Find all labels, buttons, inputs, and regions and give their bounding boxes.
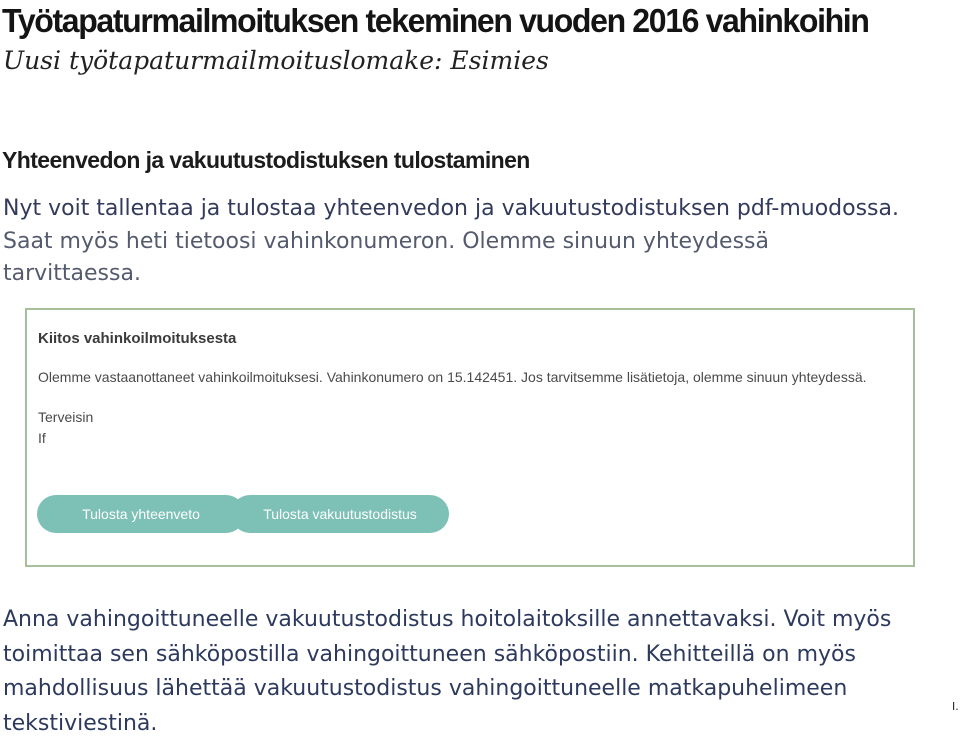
greeting-text: Terveisin [38,407,93,428]
intro-line: tarvittaessa. [3,258,883,291]
closing-line: tekstiviestinä. [3,707,891,741]
page-marker: I. [952,700,959,713]
intro-line: Nyt voit tallentaa ja tulostaa yhteenvedon ja vakuutustodistuksen pdf-muodossa. [3,193,883,226]
page-subtitle: Uusi työtapaturmailmoituslomake: Esimies [3,44,549,78]
closing-line: mahdollisuus lähettää vakuutustodistus vahingoittuneelle matkapuhelimeen [3,672,891,707]
intro-paragraph [3,193,883,291]
intro-line: Saat myös heti tietoosi vahinkonumeron. Olemme sinuun yhteydessä [3,226,883,259]
confirmation-heading: Kiitos vahinkoilmoituksesta [38,330,236,347]
closing-line: Anna vahingoittuneelle vakuutustodistus hoitolaitoksille annettavaksi. Voit myös [3,603,891,638]
closing-line: toimittaa sen sähköpostilla vahingoittuneen sähköpostiin. Kehitteillä on myös [3,638,891,673]
page-title: Työtapaturmailmoituksen tekeminen vuoden 2016 vahinkoihin [2,0,869,42]
print-summary-button[interactable]: Tulosta yhteenveto [37,495,245,533]
closing-paragraph [3,603,891,741]
greeting-block [38,407,93,449]
section-heading: Yhteenvedon ja vakuutustodistuksen tulostaminen [2,143,530,177]
signature-text: If [38,428,93,449]
print-certificate-button[interactable]: Tulosta vakuutustodistus [231,495,449,533]
confirmation-message: Olemme vastaanottaneet vahinkoilmoituksesi. Vahinkonumero on 15.142451. Jos tarvitsemme lisätietoja, olemme sinuun yhteydessä. [38,369,867,385]
confirmation-screenshot-panel [25,308,915,567]
